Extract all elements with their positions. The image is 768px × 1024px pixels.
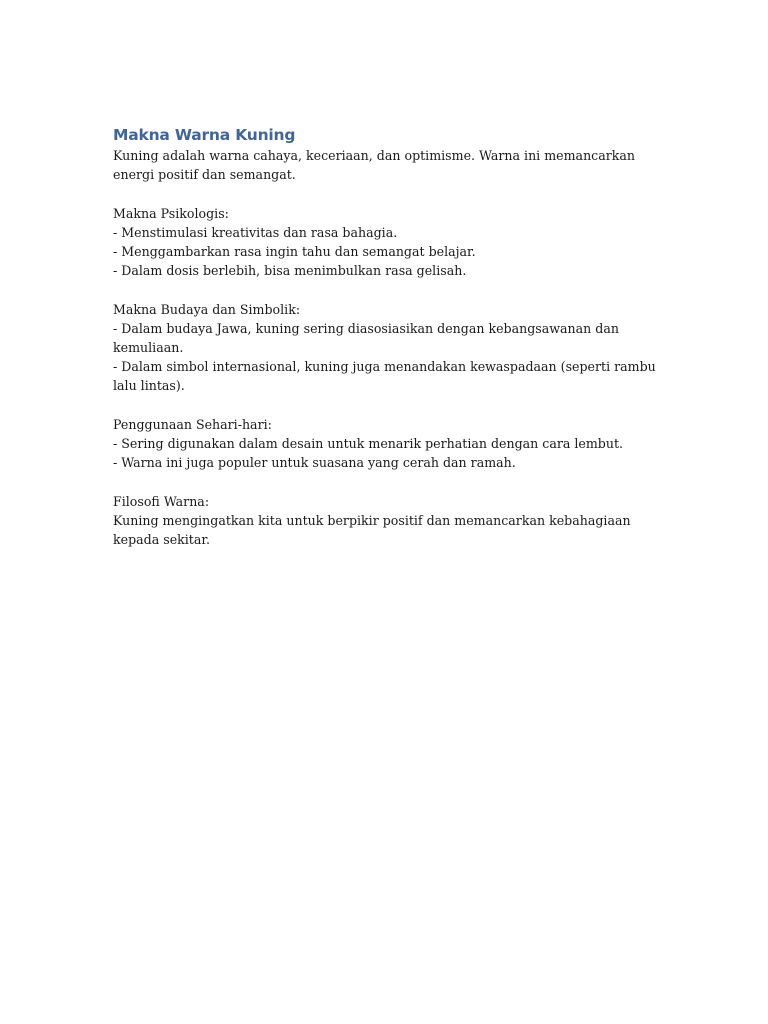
list-item: - Dalam simbol internasional, kuning juga menandakan kewaspadaan (seperti rambu lalu lintas).: [113, 359, 656, 394]
list-item: - Dalam dosis berlebih, bisa menimbulkan rasa gelisah.: [113, 263, 467, 279]
paragraph-spacer: [113, 472, 658, 491]
list-item: - Warna ini juga populer untuk suasana yang cerah dan ramah.: [113, 455, 516, 471]
list-item: - Dalam budaya Jawa, kuning sering diasosiasikan dengan kebangsawanan dan kemuliaan.: [113, 320, 619, 355]
list-item: - Menstimulasi kreativitas dan rasa bahagia.: [113, 224, 398, 240]
section-daily-use: [113, 415, 658, 473]
section-heading: Makna Psikologis:: [113, 205, 229, 221]
intro-paragraph: Kuning adalah warna cahaya, keceriaan, dan optimisme. Warna ini memancarkan energi positif dan semangat.: [113, 148, 636, 183]
section-heading: Makna Budaya dan Simbolik:: [113, 301, 301, 317]
section-heading: Filosofi Warna:: [113, 493, 210, 509]
list-item: - Sering digunakan dalam desain untuk menarik perhatian dengan cara lembut.: [113, 436, 624, 451]
paragraph-spacer: [113, 396, 658, 415]
section-psychological: [113, 204, 658, 281]
section-cultural: [113, 300, 658, 396]
document-body: [113, 124, 658, 549]
list-item: - Menggambarkan rasa ingin tahu dan semangat belajar.: [113, 244, 476, 259]
document-title: Makna Warna Kuning: [113, 126, 296, 144]
paragraph-spacer: [113, 280, 658, 299]
section-heading: Penggunaan Sehari-hari:: [113, 416, 272, 432]
section-philosophy: [113, 492, 658, 550]
philosophy-text: Kuning mengingatkan kita untuk berpikir positif dan memancarkan kebahagiaan kepada sekitar.: [113, 512, 631, 547]
paragraph-spacer: [113, 184, 658, 203]
